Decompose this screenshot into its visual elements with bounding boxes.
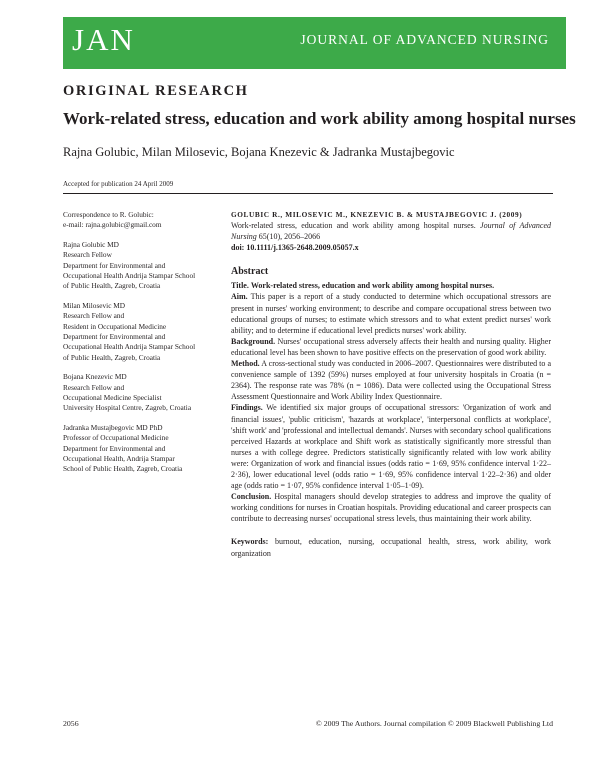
- abstract-aim-paragraph: [231, 291, 551, 335]
- abstract-title-label: Title.: [231, 281, 249, 291]
- citation-volume: 65: [258, 232, 267, 242]
- abstract-conclusion-text: Hospital managers should develop strategies to address and improve the quality of working conditions for nurses in Croatian hospitals. Providing educational and career prospects can contribute to decreasing nurses' occupational stress levels, thus maintaining their work ability.: [231, 492, 551, 524]
- affiliation-block: [63, 301, 253, 363]
- affiliation-line: Occupational Medicine Specialist: [63, 392, 162, 402]
- journal-banner: [63, 17, 566, 69]
- accepted-date: Accepted for publication 24 April 2009: [63, 180, 174, 188]
- abstract-findings-label: Findings.: [231, 403, 263, 413]
- affiliation-line: Occupational Health Andrija Stampar School: [63, 270, 196, 280]
- header-divider: [63, 193, 553, 194]
- affiliation-block: [63, 423, 253, 474]
- affiliation-line: Resident in Occupational Medicine: [63, 321, 167, 331]
- affiliation-line: Research Fellow and: [63, 382, 125, 392]
- correspondence-line: Correspondence to R. Golubic:: [63, 210, 154, 219]
- page-number: 2056: [63, 719, 79, 728]
- affiliation-line: Professor of Occupational Medicine: [63, 433, 169, 443]
- correspondence-block: [63, 210, 253, 231]
- citation-issue-pages: (10), 2056–2066: [266, 232, 321, 242]
- citation-doi[interactable]: doi: 10.1111/j.1365-2648.2009.05057.x: [231, 243, 359, 253]
- copyright-notice: © 2009 The Authors. Journal compilation © 2009 Blackwell Publishing Ltd: [315, 719, 553, 728]
- abstract-conclusion-label: Conclusion.: [231, 492, 272, 502]
- keywords-text: burnout, education, nursing, occupational health, stress, work ability, work organization: [231, 537, 552, 558]
- affiliation-line: Research Fellow and: [63, 311, 125, 321]
- affiliation-line: Rajna Golubic MD: [63, 240, 119, 250]
- abstract-background-paragraph: [231, 336, 551, 358]
- affiliation-line: School of Public Health, Zagreb, Croatia: [63, 464, 183, 474]
- affiliation-line: Department for Environmental and: [63, 260, 166, 270]
- abstract-aim-label: Aim.: [231, 292, 248, 302]
- affiliation-block: [63, 240, 253, 291]
- affiliation-line: Occupational Health Andrija Stampar School: [63, 342, 196, 352]
- article-title: Work-related stress, education and work ability among hospital nurses: [63, 109, 576, 128]
- abstract-column: [231, 209, 551, 559]
- abstract-findings-text: We identified six major groups of occupational stressors: 'Organization of work and financial issues', 'public criticism', 'hazards at workplace', 'interpersonal conflicts at workplace', 'shift work' and 'professional and intellectual demands'. Nurses with secondary school qualifications perceived Hazards at workplace and Shift work as statistically significantly more stressful than nurses a with college degree. Predictors statistically significantly related with low work ability were: Organization of work and financial issues (odds ratio = 1·69, 95% confidence interval 1·22–2·36), lower educational level (odds ratio = 1·69, 95% confidence interval 1·22–2·36) and older age (odds ratio = 1·07, 95% confidence interval 1·05–1·09).: [231, 403, 551, 491]
- abstract-method-text: A cross-sectional study was conducted in 2006–2007. Questionnaires were distributed to a convenience sample of 1392 (59%) nurses employed at four university hospitals in Croatia (n = 2364). The response rate was 78% (n = 1086). Data were collected using the Occupational Stress Assessment Questionnaire and Work Ability Index Questionnaire.: [231, 359, 551, 402]
- affiliation-line: Department for Environmental and: [63, 331, 166, 341]
- affiliation-line: of Public Health, Zagreb, Croatia: [63, 352, 161, 362]
- affiliation-line: Milan Milosevic MD: [63, 301, 126, 311]
- section-label: ORIGINAL RESEARCH: [63, 83, 249, 99]
- abstract-title-text: Work-related stress, education and work ability among hospital nurses.: [250, 281, 495, 291]
- affiliation-line: Department for Environmental and: [63, 443, 166, 453]
- citation-text: Work-related stress, education and work ability among hospital nurses.: [231, 221, 476, 231]
- abstract-background-label: Background.: [231, 336, 276, 346]
- abstract-aim-text: This paper is a report of a study conducted to determine which occupational stressors are present in nurses' working environment; to describe and compare occupational stress between two educational groups of nurses; to estimate which stressors and to what extent predict nurses' work ability; and to determine if educational level predicts nurses' work ability.: [231, 292, 551, 335]
- affiliations-column: [63, 210, 253, 484]
- affiliation-line: University Hospital Centre, Zagreb, Croatia: [63, 403, 192, 413]
- journal-name: JOURNAL OF ADVANCED NURSING: [300, 32, 549, 47]
- journal-logo: JAN: [72, 22, 135, 57]
- citation-authors: GOLUBIC R., MILOSEVIC M., KNEZEVIC B. & MUSTAJBEGOVIC J. (2009): [231, 210, 523, 219]
- keywords-paragraph: [231, 536, 551, 558]
- abstract-method-paragraph: [231, 358, 551, 402]
- citation-block: [231, 209, 551, 253]
- citation-journal: Journal of Advanced Nursing: [231, 221, 551, 242]
- abstract-conclusion-paragraph: [231, 491, 551, 524]
- affiliation-block: [63, 372, 253, 413]
- abstract-heading: Abstract: [231, 266, 269, 278]
- abstract-findings-paragraph: [231, 402, 551, 491]
- correspondence-email[interactable]: e-mail: rajna.golubic@gmail.com: [63, 220, 162, 230]
- abstract-method-label: Method.: [231, 359, 260, 369]
- affiliation-line: Research Fellow: [63, 250, 112, 260]
- affiliation-line: Jadranka Mustajbegovic MD PhD: [63, 423, 163, 433]
- abstract-title-paragraph: [231, 280, 551, 291]
- keywords-label: Keywords:: [231, 537, 269, 547]
- author-list: Rajna Golubic, Milan Milosevic, Bojana Knezevic & Jadranka Mustajbegovic: [63, 145, 455, 159]
- affiliation-line: Bojana Knezevic MD: [63, 372, 127, 382]
- affiliation-line: of Public Health, Zagreb, Croatia: [63, 281, 161, 291]
- affiliation-line: Occupational Health, Andrija Stampar: [63, 453, 175, 463]
- abstract-background-text: Nurses' occupational stress adversely affects their health and nursing quality. Higher educational level has been shown to have positive effects on the preservation of good work ability.: [231, 336, 551, 357]
